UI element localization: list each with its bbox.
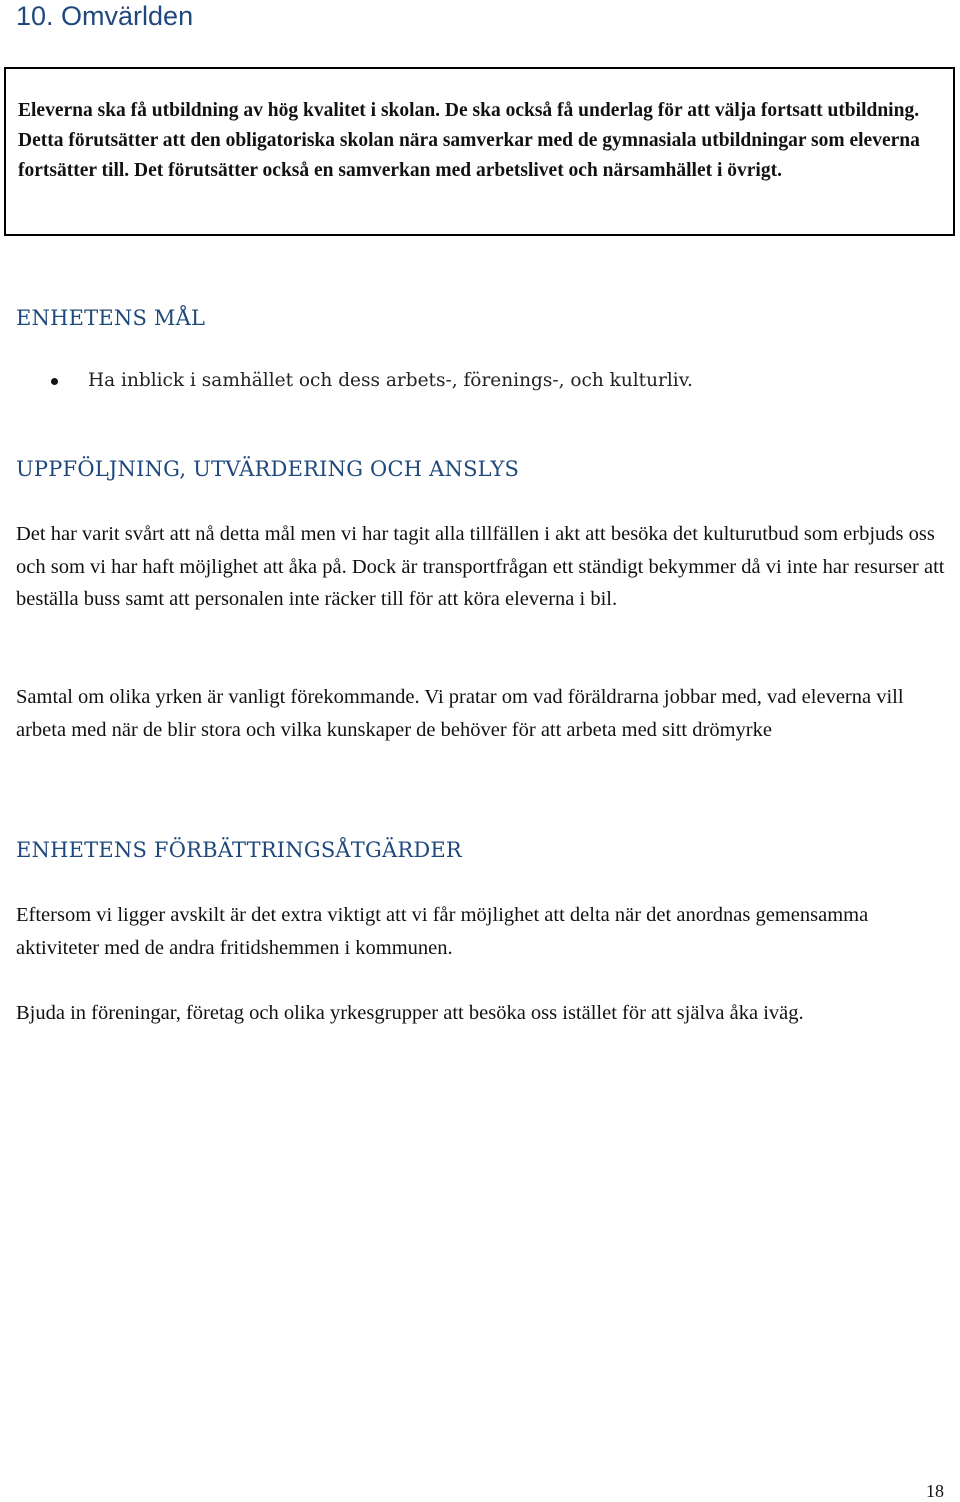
goal-item (0, 366, 693, 396)
followup-paragraph-1: Det har varit svårt att nå detta mål men vi har tagit alla tillfällen i akt att besöka det kulturutbud som erbjuds oss och som vi har haft möjlighet att åka på. Dock är transportfrågan ett ständigt bekymmer då vi inte har resurser att beställa buss samt att personalen inte räcker till för att köra eleverna i bil. (16, 523, 945, 610)
page-title: 10. Omvärlden (16, 1, 194, 31)
improvements-paragraph-2: Bjuda in föreningar, företag och olika yrkesgrupper att besöka oss istället för att själva åka iväg. (16, 1002, 804, 1024)
followup-heading: UPPFÖLJNING, UTVÄRDERING OCH ANSLYS (16, 457, 520, 481)
improvements-paragraph-1: Eftersom vi ligger avskilt är det extra viktigt att vi får möjlighet att delta när det anordnas gemensamma aktiviteter med de andra fritidshemmen i kommunen. (16, 904, 869, 959)
followup-paragraph-2: Samtal om olika yrken är vanligt förekommande. Vi pratar om vad föräldrarna jobbar med, vad eleverna vill arbeta med när de blir stora och vilka kunskaper de behöver för att arbeta med sitt drömyrke (16, 686, 904, 741)
improvements-heading: ENHETENS FÖRBÄTTRINGSÅTGÄRDER (16, 838, 462, 862)
intro-box (4, 67, 955, 236)
bullet-icon (51, 378, 58, 385)
page-number: 18 (926, 1481, 944, 1501)
intro-text: Eleverna ska få utbildning av hög kvalitet i skolan. De ska också få underlag för att välja fortsatt utbildning. Detta förutsätter att den obligatoriska skolan nära samverkar med de gymnasiala utbildningar som eleverna fortsätter till. Det förutsätter också en samverkan med arbetslivet och närsamhället i övrigt. (18, 100, 920, 181)
goal-item-text: Ha inblick i samhället och dess arbets-, förenings-, och kulturliv. (88, 370, 693, 391)
goals-heading: ENHETENS MÅL (16, 306, 206, 330)
goals-list (0, 366, 693, 396)
